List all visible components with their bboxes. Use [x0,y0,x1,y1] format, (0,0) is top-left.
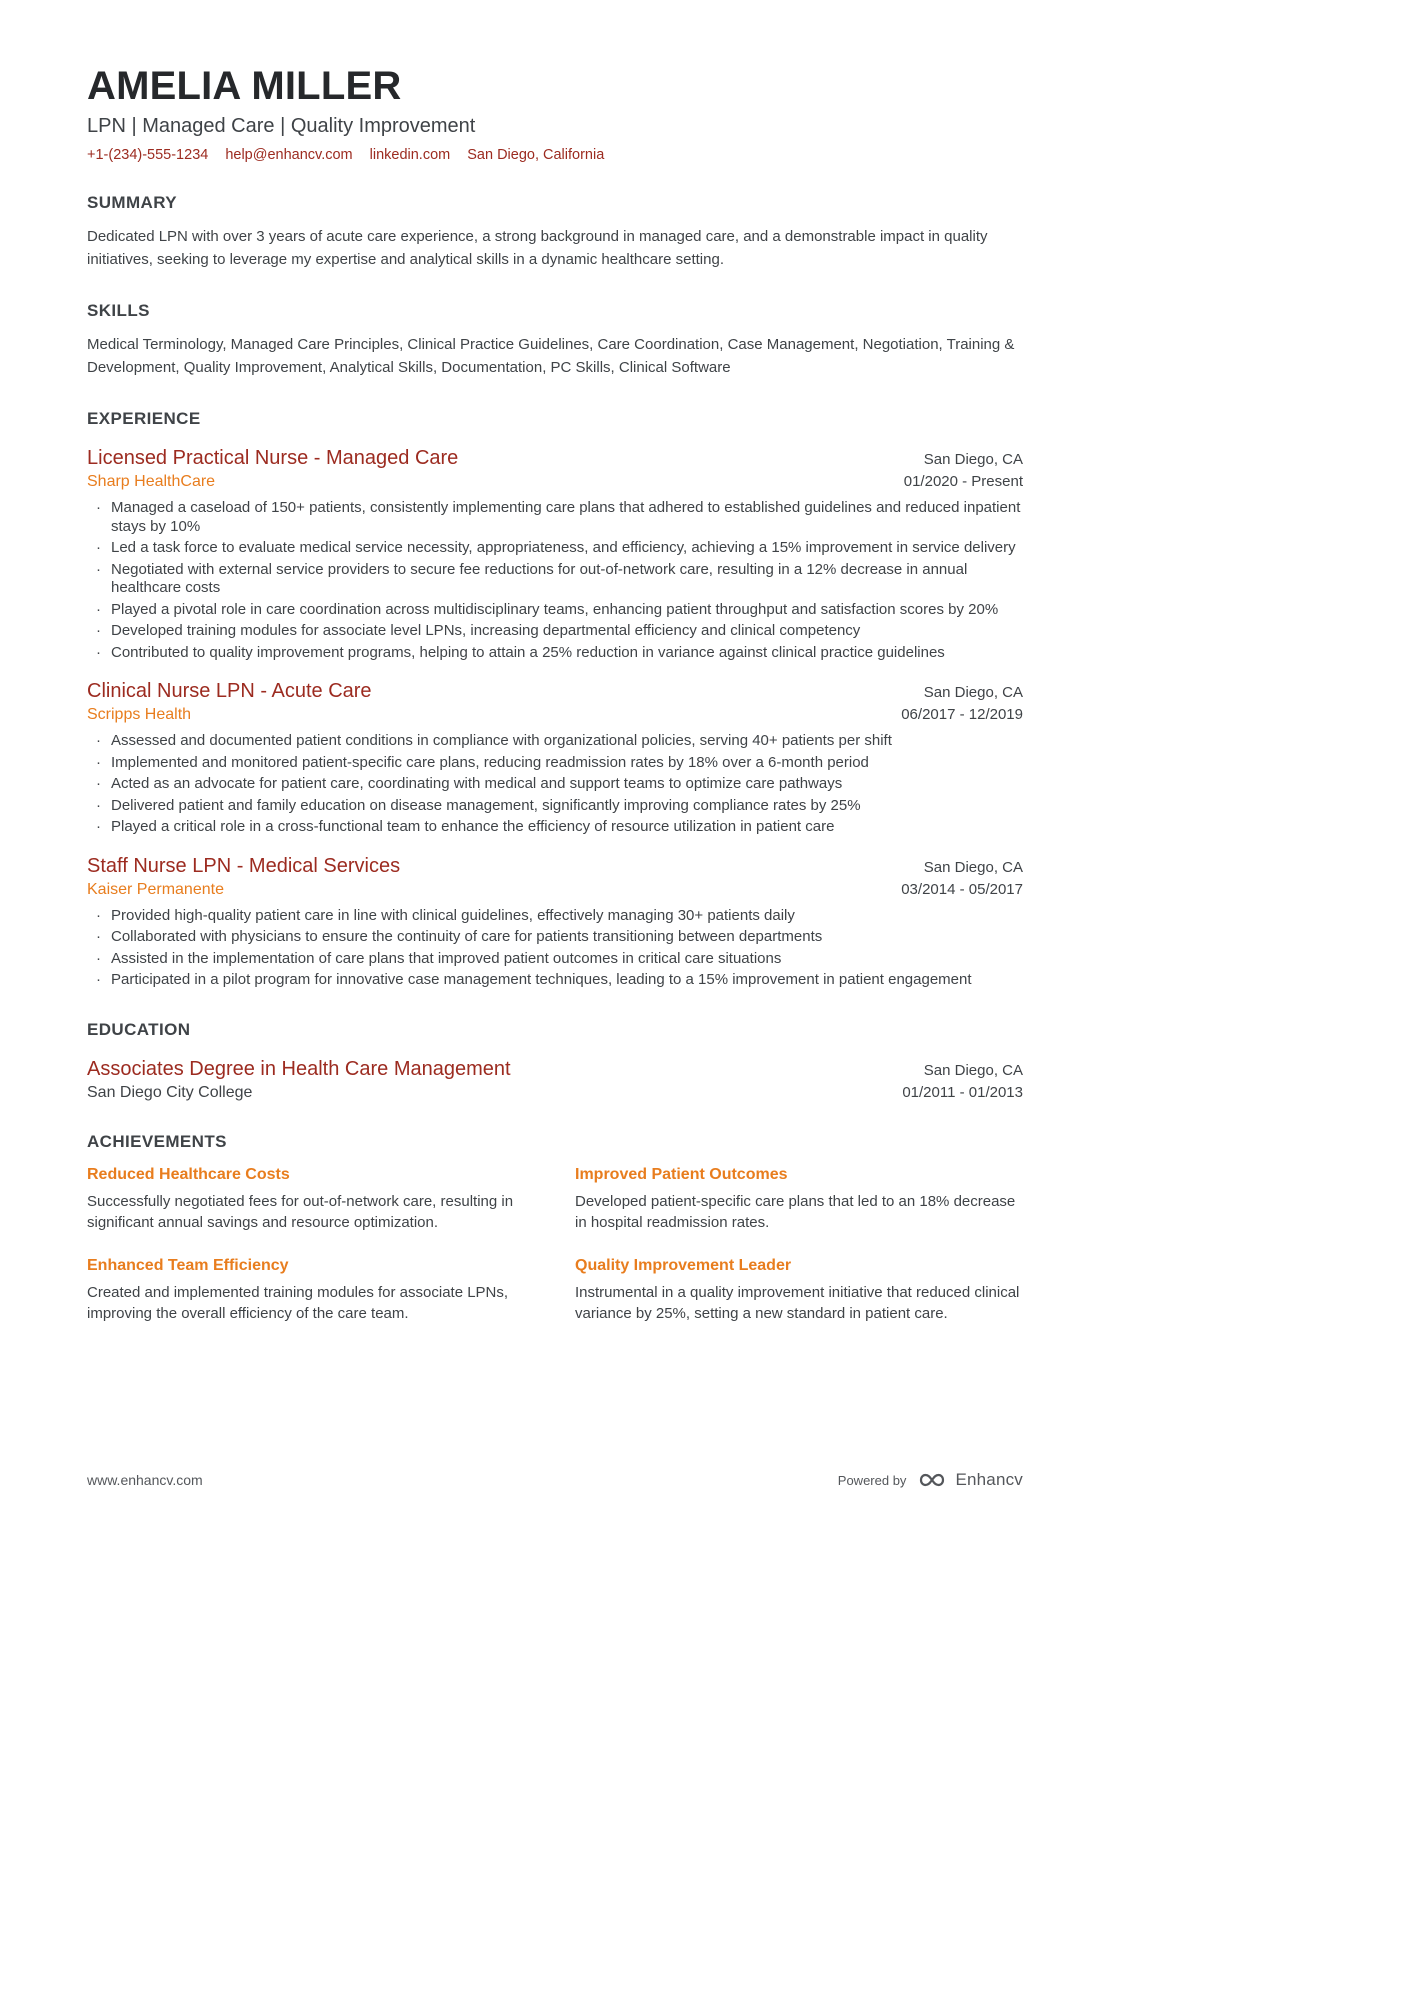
summary-heading: SUMMARY [87,193,177,212]
resume-page [87,0,1023,1324]
powered-by-label: Powered by [837,1472,907,1488]
job-company: Kaiser Permanente [87,880,224,898]
bullet-item: · Delivered patient and family education on disease management, significantly improving compliance rates by 25% [87,797,1023,816]
achievement-item [87,1257,535,1324]
achievements-heading: ACHIEVEMENTS [87,1131,227,1151]
job-bullet-list [87,907,1023,990]
bullet-item: · Contributed to quality improvement programs, helping to attain a 25% reduction in variance against clinical practice guidelines [87,644,1023,663]
achievement-title: Improved Patient Outcomes [575,1165,788,1183]
job-company: Scripps Health [87,706,192,723]
footer-website-link[interactable]: www.enhancv.com [87,1472,203,1488]
experience-entry [87,855,1023,990]
job-location: San Diego, CA [923,451,1023,468]
bullet-item: · Assessed and documented patient conditions in compliance with organizational policies, serving 40+ patients per shift [87,732,1023,751]
experience-entry [87,447,1023,662]
bullet-item: · Led a task force to evaluate medical service necessity, appropriateness, and efficiency, achieving a 15% improvement in service delivery [87,539,1023,558]
bullet-item: · Negotiated with external service providers to secure fee reductions for out-of-network care, resulting in a 12% decrease in annual healthcare costs [87,561,1023,598]
bullet-item: · Developed training modules for associate level LPNs, increasing departmental efficiency and clinical competency [87,622,1023,641]
bullet-item: · Assisted in the implementation of care plans that improved patient outcomes in critical care situations [87,950,1023,969]
bullet-item: · Played a pivotal role in care coordination across multidisciplinary teams, enhancing patient throughput and satisfaction scores by 20% [87,601,1023,620]
contact-phone[interactable]: +1-(234)-555-1234 [87,147,209,163]
job-company-row [87,703,1023,724]
education-degree: Associates Degree in Health Care Management [87,1057,511,1080]
education-school: San Diego City College [87,1083,253,1101]
enhancv-brand-text: Enhancv [955,1470,1023,1489]
education-dates: 01/2011 - 01/2013 [902,1083,1023,1101]
contact-linkedin[interactable]: linkedin.com [369,147,451,163]
contact-location: San Diego, California [467,147,605,163]
section-education [87,1020,1023,1102]
job-title-row [87,855,1023,878]
page-footer [87,1470,1023,1490]
achievements-grid [87,1166,1023,1324]
achievement-title: Quality Improvement Leader [575,1256,792,1274]
resume-header [87,0,1023,163]
bullet-item: · Managed a caseload of 150+ patients, consistently implementing care plans that adhered to established guidelines and reduced inpatient stays by 10% [87,499,1023,536]
bullet-item: · Played a critical role in a cross-functional team to enhance the efficiency of resource utilization in patient care [87,818,1023,837]
section-skills [87,301,1023,379]
section-experience [87,409,1023,990]
job-title-row [87,680,1023,703]
candidate-headline: LPN | Managed Care | Quality Improvement [87,115,476,137]
education-school-row [87,1081,1023,1102]
achievement-text: Instrumental in a quality improvement initiative that reduced clinical variance by 25%, setting a new standard in patient care. [575,1283,1020,1322]
education-entry [87,1058,1023,1102]
section-achievements [87,1132,1023,1324]
bullet-item: · Provided high-quality patient care in line with clinical guidelines, effectively managing 30+ patients daily [87,907,1023,926]
summary-text: Dedicated LPN with over 3 years of acute care experience, a strong background in managed care, and a demonstrable impact in quality initiatives, seeking to leverage my expertise and analytical skills in a dynamic healthcare setting. [87,228,988,268]
job-company-row [87,878,1023,899]
job-bullet-list [87,499,1023,662]
job-title-row [87,447,1023,470]
job-company: Sharp HealthCare [87,473,216,490]
education-location: San Diego, CA [923,1061,1023,1079]
contact-row [87,147,1023,163]
bullet-item: · Acted as an advocate for patient care, coordinating with medical and support teams to optimize care pathways [87,775,1023,794]
job-company-row [87,470,1023,491]
job-title: Staff Nurse LPN - Medical Services [87,854,401,877]
skills-heading: SKILLS [87,301,150,320]
job-title: Licensed Practical Nurse - Managed Care [87,447,459,469]
candidate-name: AMELIA MILLER [87,64,402,108]
bullet-item: · Participated in a pilot program for innovative case management techniques, leading to a 15% improvement in patient engagement [87,971,1023,990]
experience-entry [87,680,1023,837]
achievement-title: Reduced Healthcare Costs [87,1165,290,1183]
achievement-item [87,1166,535,1233]
achievement-text: Developed patient-specific care plans that led to an 18% decrease in hospital readmission rates. [575,1192,1016,1231]
contact-email[interactable]: help@enhancv.com [225,147,353,163]
enhancv-brand-link[interactable] [916,1470,1023,1490]
job-dates: 01/2020 - Present [903,473,1023,490]
job-location: San Diego, CA [923,858,1023,876]
section-summary [87,193,1023,271]
achievement-item [575,1257,1023,1324]
bullet-item: · Collaborated with physicians to ensure the continuity of care for patients transitioning between departments [87,928,1023,947]
job-dates: 06/2017 - 12/2019 [901,706,1023,723]
education-heading: EDUCATION [87,1019,191,1039]
achievement-title: Enhanced Team Efficiency [87,1256,289,1274]
education-degree-row [87,1058,1023,1081]
achievement-text: Successfully negotiated fees for out-of-network care, resulting in significant annual savings and resource optimization. [87,1192,514,1231]
bullet-item: · Implemented and monitored patient-specific care plans, reducing readmission rates by 18% over a 6-month period [87,754,1023,773]
job-bullet-list [87,732,1023,837]
powered-by-block [838,1470,1023,1490]
job-location: San Diego, CA [923,684,1023,701]
achievement-text: Created and implemented training modules for associate LPNs, improving the overall efficiency of the care team. [87,1283,509,1322]
experience-heading: EXPERIENCE [87,409,201,428]
job-title: Clinical Nurse LPN - Acute Care [87,680,372,702]
infinity-logo-icon [916,1472,948,1488]
job-dates: 03/2014 - 05/2017 [901,880,1023,898]
skills-text: Medical Terminology, Managed Care Principles, Clinical Practice Guidelines, Care Coordination, Case Management, Negotiation, Training & Development, Quality Improvement, Analytical Skills, Documentation, PC Skills, Clinical Software [87,336,1015,376]
achievement-item [575,1166,1023,1233]
